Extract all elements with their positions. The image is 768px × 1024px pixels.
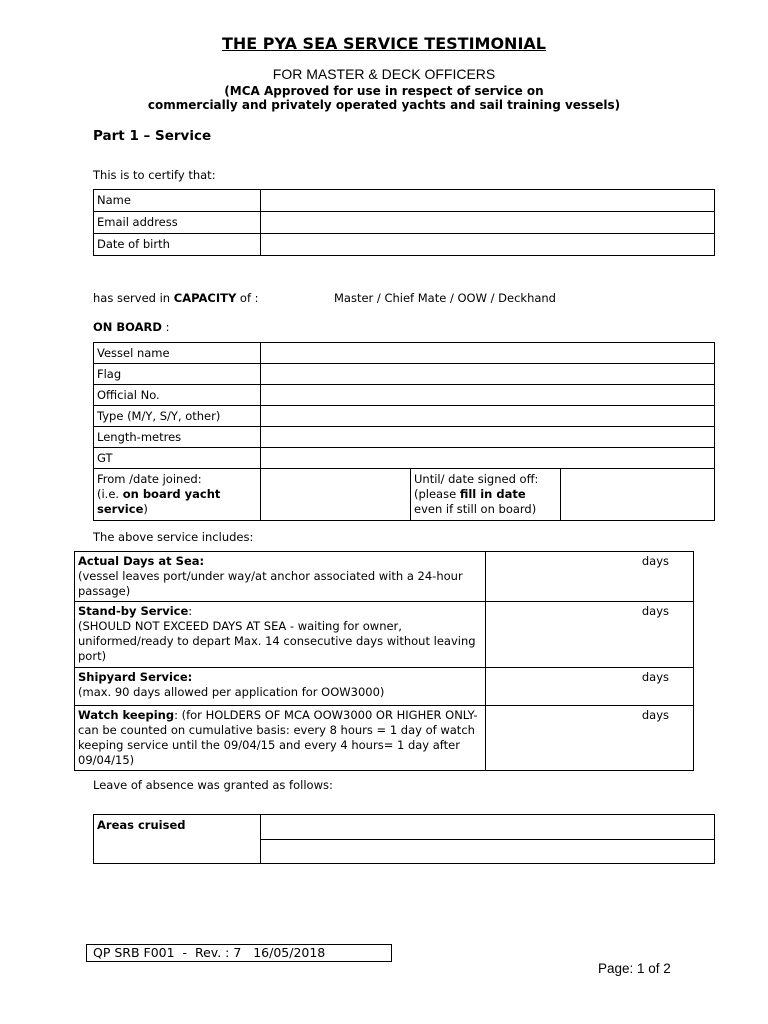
length-field[interactable] xyxy=(261,427,715,448)
capacity-prefix: has served in xyxy=(93,291,174,305)
from-line-2-prefix: (i.e. xyxy=(97,487,123,501)
flag-field[interactable] xyxy=(261,364,715,385)
from-line-2-bold: on board yacht xyxy=(122,487,221,501)
gt-label: GT xyxy=(94,448,261,469)
person-table xyxy=(93,189,715,256)
capacity-keyword: CAPACITY xyxy=(173,291,237,305)
days-at-sea-field[interactable]: days xyxy=(486,552,694,602)
capacity-suffix: of : xyxy=(236,291,259,305)
shipyard-text: (max. 90 days allowed per application for OOW3000) xyxy=(78,685,385,699)
standby-title-suffix: : xyxy=(188,604,193,618)
vessel-name-label: Vessel name xyxy=(94,343,261,364)
shipyard-title: Shipyard Service: xyxy=(78,670,193,684)
length-label: Length-metres xyxy=(94,427,261,448)
date-signed-off-label xyxy=(411,469,561,521)
areas-cruised-text: Areas cruised xyxy=(97,818,186,832)
page-number: Page: 1 of 2 xyxy=(598,961,671,976)
leave-text: Leave of absence was granted as follows: xyxy=(93,778,333,792)
days-at-sea-label xyxy=(75,552,486,602)
email-field[interactable] xyxy=(261,212,715,234)
dob-field[interactable] xyxy=(261,234,715,256)
type-field[interactable] xyxy=(261,406,715,427)
document-title: THE PYA SEA SERVICE TESTIMONIAL xyxy=(222,34,546,53)
official-no-label: Official No. xyxy=(94,385,261,406)
part1-heading: Part 1 – Service xyxy=(93,128,212,144)
days-at-sea-title: Actual Days at Sea: xyxy=(78,554,205,568)
until-line-2-prefix: (please xyxy=(414,487,460,501)
service-intro: The above service includes: xyxy=(93,530,254,544)
capacity-options[interactable]: Master / Chief Mate / OOW / Deckhand xyxy=(334,291,556,305)
onboard-label xyxy=(93,320,169,334)
vessel-table xyxy=(93,342,715,521)
watchkeeping-field[interactable]: days xyxy=(486,706,694,771)
from-line-1: From /date joined: xyxy=(97,472,202,486)
date-joined-field[interactable] xyxy=(261,469,411,521)
gt-field[interactable] xyxy=(261,448,715,469)
vessel-name-field[interactable] xyxy=(261,343,715,364)
capacity-line xyxy=(93,291,259,305)
approval-line-2: commercially and privately operated yachts and sail training vessels) xyxy=(147,98,621,112)
form-reference: QP SRB F001 - Rev. : 7 16/05/2018 xyxy=(86,944,392,962)
until-line-1: Until/ date signed off: xyxy=(414,472,539,486)
name-label: Name xyxy=(94,190,261,212)
areas-cruised-label xyxy=(94,815,261,864)
standby-text: (SHOULD NOT EXCEED DAYS AT SEA - waiting for owner, uniformed/ready to depart Max. 14 consecutive days without leaving port) xyxy=(78,619,476,663)
areas-table xyxy=(93,814,715,864)
shipyard-label xyxy=(75,668,486,706)
from-line-3-suffix: ) xyxy=(143,502,148,516)
date-joined-label xyxy=(94,469,261,521)
date-signed-off-field[interactable] xyxy=(561,469,715,521)
days-at-sea-text: (vessel leaves port/under way/at anchor associated with a 24-hour passage) xyxy=(78,569,463,598)
certify-text: This is to certify that: xyxy=(93,168,216,182)
document-subtitle: FOR MASTER & DECK OFFICERS xyxy=(272,66,496,82)
service-table xyxy=(74,551,694,771)
type-label: Type (M/Y, S/Y, other) xyxy=(94,406,261,427)
flag-label: Flag xyxy=(94,364,261,385)
shipyard-field[interactable]: days xyxy=(486,668,694,706)
until-line-3: even if still on board) xyxy=(414,502,537,516)
standby-label xyxy=(75,602,486,668)
official-no-field[interactable] xyxy=(261,385,715,406)
email-label: Email address xyxy=(94,212,261,234)
watchkeeping-text: : (for HOLDERS OF MCA OOW3000 OR HIGHER ONLY- can be counted on cumulative basis: every 8 hours = 1 day of watch keeping service until the 09/04/15 and every 4 hours= 1 day after 09/04/15) xyxy=(78,708,478,767)
until-line-2-bold: fill in date xyxy=(459,487,526,501)
approval-line-1: (MCA Approved for use in respect of service on xyxy=(224,84,544,98)
standby-field[interactable]: days xyxy=(486,602,694,668)
onboard-label-text: ON BOARD xyxy=(93,320,162,334)
watchkeeping-title: Watch keeping xyxy=(78,708,175,722)
dob-label: Date of birth xyxy=(94,234,261,256)
areas-cruised-field-1[interactable] xyxy=(261,815,715,840)
name-field[interactable] xyxy=(261,190,715,212)
onboard-colon: : xyxy=(161,320,170,334)
watchkeeping-label xyxy=(75,706,486,771)
from-line-3-bold: service xyxy=(97,502,144,516)
areas-cruised-field-2[interactable] xyxy=(261,840,715,864)
standby-title: Stand-by Service xyxy=(78,604,189,618)
